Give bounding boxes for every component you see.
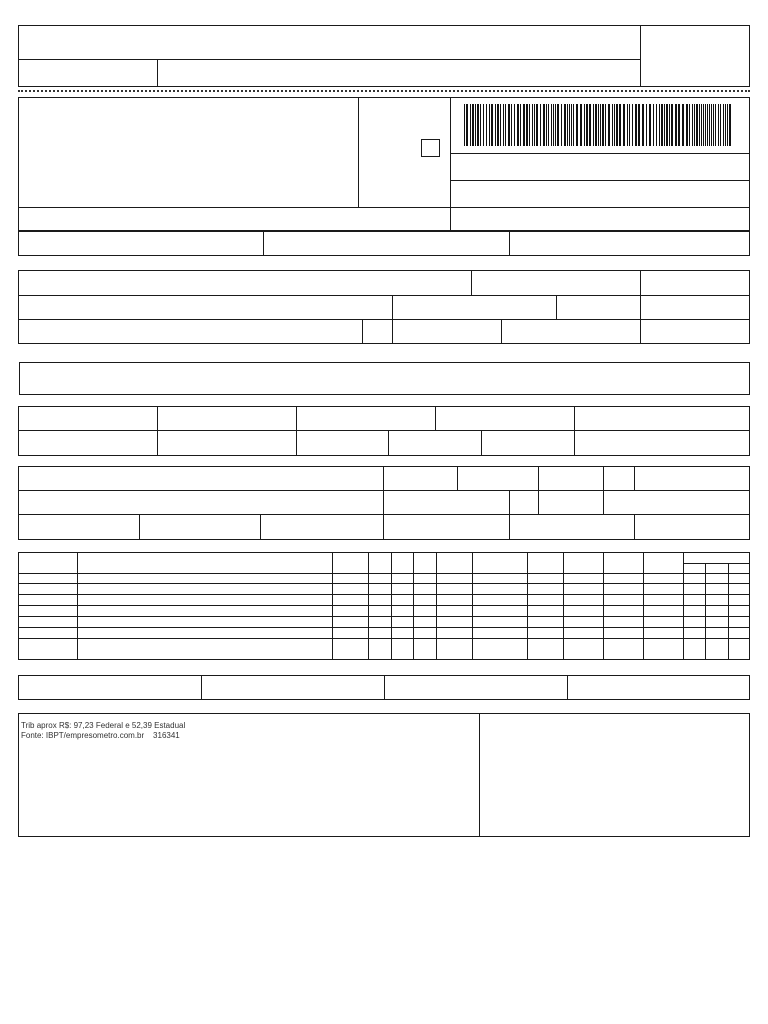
receipt-divider (18, 59, 640, 60)
tax-col-divider (574, 406, 575, 456)
receipt-divider (157, 59, 158, 87)
products-subheader-divider (683, 563, 750, 564)
tax-frame (18, 406, 750, 456)
recipient-col-divider (501, 319, 502, 344)
tax-registration-row (18, 231, 750, 256)
products-col-divider (391, 552, 392, 660)
authorization-protocol-field (450, 207, 750, 231)
recipient-col-divider (362, 319, 363, 344)
products-header-divider (18, 573, 750, 574)
row-divider (509, 231, 510, 256)
additional-info-text (21, 721, 471, 741)
tax-col-divider (388, 430, 389, 456)
transporter-col-divider (139, 514, 140, 540)
products-col-divider (728, 563, 729, 660)
nature-of-operation-field (18, 207, 451, 231)
issuer-box (18, 97, 359, 208)
transporter-col-divider (457, 466, 458, 490)
recipient-col-divider (392, 295, 393, 344)
issqn-col-divider (201, 675, 202, 700)
products-col-divider (472, 552, 473, 660)
products-col-divider (332, 552, 333, 660)
transporter-col-divider (260, 514, 261, 540)
products-col-divider (603, 552, 604, 660)
transporter-col-divider (383, 466, 384, 540)
row-divider (263, 231, 264, 256)
transporter-col-divider (509, 490, 510, 540)
table-row (18, 627, 750, 628)
operation-type-checkbox[interactable] (421, 139, 440, 157)
recipient-col-divider (471, 270, 472, 295)
products-col-divider (436, 552, 437, 660)
receipt-divider (640, 25, 641, 87)
cut-line (18, 90, 750, 92)
products-frame (18, 552, 750, 660)
transporter-col-divider (634, 466, 635, 490)
issqn-col-divider (384, 675, 385, 700)
tax-col-divider (157, 406, 158, 456)
transporter-row-divider (18, 490, 750, 491)
billing-box (19, 362, 750, 395)
transporter-col-divider (603, 466, 604, 514)
products-col-divider (527, 552, 528, 660)
tax-col-divider (435, 406, 436, 430)
access-key-divider (450, 153, 750, 154)
products-col-divider (705, 563, 706, 660)
issqn-col-divider (567, 675, 568, 700)
table-row (18, 605, 750, 606)
products-col-divider (77, 552, 78, 660)
products-col-divider (643, 552, 644, 660)
transporter-col-divider (538, 466, 539, 514)
table-row (18, 583, 750, 584)
table-row (18, 594, 750, 595)
products-col-divider (683, 552, 684, 660)
transporter-row-divider (18, 514, 750, 515)
tax-col-divider (296, 406, 297, 456)
recipient-col-divider (640, 270, 641, 344)
tax-col-divider (481, 430, 482, 456)
table-row (18, 616, 750, 617)
tax-source-line: Fonte: IBPT/empresometro.com.br 316341 (21, 731, 180, 740)
transporter-col-divider (634, 514, 635, 540)
fiscal-reserve-box (479, 713, 750, 837)
tax-estimate-line: Trib aprox R$: 97,23 Federal e 52,39 Estadual (21, 721, 186, 730)
transporter-frame (18, 466, 750, 540)
tax-row-divider (18, 430, 750, 431)
table-row (18, 638, 750, 639)
recipient-col-divider (556, 295, 557, 319)
products-col-divider (563, 552, 564, 660)
products-col-divider (368, 552, 369, 660)
barcode (464, 104, 734, 146)
access-key-divider (450, 180, 750, 181)
products-col-divider (413, 552, 414, 660)
